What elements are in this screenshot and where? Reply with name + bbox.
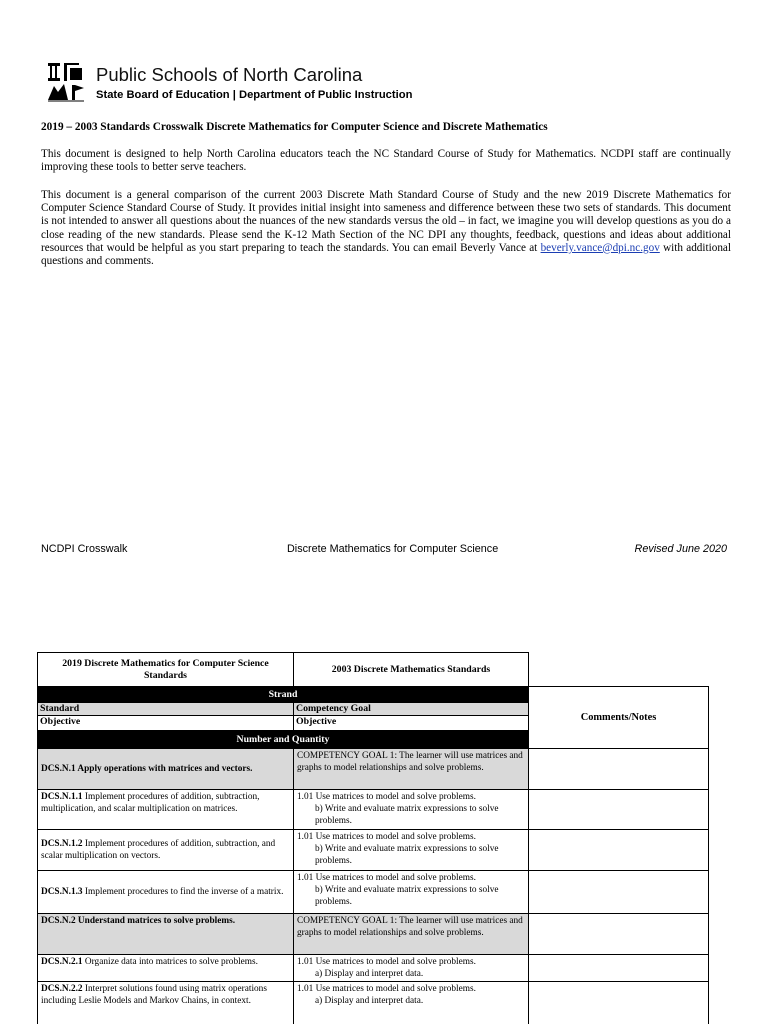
objective-2003-cell — [293, 829, 529, 871]
comments-cell — [528, 748, 709, 790]
section-band: Number and Quantity — [37, 730, 529, 749]
objective-2003-main: 1.01 Use matrices to model and solve problems. — [297, 957, 476, 967]
objective-code: DCS.N.2.2 — [41, 984, 83, 994]
objective-2003-main: 1.01 Use matrices to model and solve problems. — [297, 792, 476, 802]
objective-2003-sub: b) Write and evaluate matrix expressions to solve problems. — [315, 844, 499, 866]
objective-code: DCS.N.1.1 — [41, 792, 83, 802]
org-name: Public Schools of North Carolina — [96, 64, 363, 85]
table-row-n1-1 — [37, 789, 294, 830]
objective-code: DCS.N.1.2 — [41, 839, 83, 849]
col-2019-header: 2019 Discrete Mathematics for Computer Science Standards — [37, 652, 294, 687]
comments-cell — [528, 870, 709, 914]
comments-header: Comments/Notes — [528, 686, 709, 749]
objective-2003-main: 1.01 Use matrices to model and solve problems. — [297, 984, 476, 994]
table-row-standard-n1 — [37, 748, 294, 790]
objective-2003-cell — [293, 981, 529, 1024]
objective-2003-sub: a) Display and interpret data. — [315, 996, 424, 1006]
objective-2003-cell — [293, 954, 529, 982]
comments-cell — [528, 829, 709, 871]
objective-text: Implement procedures of addition, subtraction, and scalar multiplication on vectors. — [41, 839, 276, 861]
objective-text: Implement procedures to find the inverse of a matrix. — [82, 887, 284, 897]
objective-2003-main: 1.01 Use matrices to model and solve problems. — [297, 832, 476, 842]
org-subtitle: State Board of Education | Department of Public Instruction — [96, 89, 413, 101]
objective-2003-main: 1.01 Use matrices to model and solve problems. — [297, 873, 476, 883]
objective-code: DCS.N.1.3 — [41, 887, 83, 897]
standard-text: DCS.N.2 Understand matrices to solve problems. — [41, 916, 236, 926]
header-logo — [46, 58, 426, 106]
standard-text: DCS.N.1 Apply operations with matrices and vectors. — [41, 764, 253, 774]
table-row-n1-3 — [37, 870, 294, 914]
comments-cell — [528, 913, 709, 955]
crosswalk-table — [37, 652, 709, 1024]
email-link[interactable]: beverly.vance@dpi.nc.gov — [540, 241, 660, 254]
table-row-n1-2 — [37, 829, 294, 871]
footer-right: Revised June 2020 — [634, 543, 727, 555]
objective-2003-sub: b) Write and evaluate matrix expressions to solve problems. — [315, 804, 499, 826]
objective-label-2003: Objective — [293, 715, 529, 731]
objective-text: Interpret solutions found using matrix operations including Leslie Models and Markov Chains, in context. — [41, 984, 267, 1006]
objective-2003-cell — [293, 789, 529, 830]
document-title: 2019 – 2003 Standards Crosswalk Discrete Mathematics for Computer Science and Discrete Mathematics — [41, 121, 548, 133]
objective-2003-sub: b) Write and evaluate matrix expressions to solve problems. — [315, 885, 499, 907]
objective-2003-sub: a) Display and interpret data. — [315, 969, 424, 979]
comments-cell — [528, 789, 709, 830]
objective-2003-cell — [293, 870, 529, 914]
col-2003-header: 2003 Discrete Mathematics Standards — [293, 652, 529, 687]
competency-goal-cell: COMPETENCY GOAL 1: The learner will use matrices and graphs to model relationships and solve problems. — [293, 913, 529, 955]
objective-text: Implement procedures of addition, subtraction, multiplication, and scalar multiplication on matrices. — [41, 792, 260, 814]
comparison-text-end: with additional questions and comments. — [41, 241, 731, 268]
nc-logo-icon — [46, 60, 86, 102]
table-row-standard-n2 — [37, 913, 294, 955]
comparison-paragraph — [41, 189, 731, 268]
objective-label-2019: Objective — [37, 715, 294, 731]
table-row-n2-1 — [37, 954, 294, 982]
comments-cell — [528, 981, 709, 1024]
comments-cell — [528, 954, 709, 982]
competency-goal-label: Competency Goal — [293, 702, 529, 716]
objective-code: DCS.N.2.1 — [41, 957, 83, 967]
standard-label: Standard — [37, 702, 294, 716]
objective-text: Organize data into matrices to solve problems. — [82, 957, 258, 967]
footer-left: NCDPI Crosswalk — [41, 543, 128, 555]
table-row-n2-2 — [37, 981, 294, 1024]
strand-band: Strand — [37, 686, 529, 703]
competency-goal-cell: COMPETENCY GOAL 1: The learner will use matrices and graphs to model relationships and solve problems. — [293, 748, 529, 790]
footer-center: Discrete Mathematics for Computer Science — [287, 543, 499, 555]
intro-paragraph: This document is designed to help North Carolina educators teach the NC Standard Course of Study for Mathematics. NCDPI staff are continually improving these tools to better serve teachers. — [41, 148, 731, 174]
comparison-text: This document is a general comparison of the current 2003 Discrete Math Standard Course of Study and the new 2019 Discrete Mathematics for Computer Science Standard Course of Study. It provides initial insight into sameness and difference between these two sets of standards. This document is not intended to answer all questions about the nuances of the new standards versus the old – in fact, we imagine you will develop questions as you do a close reading of the new standards. Please send the K-12 Math Section of the NC DPI any thoughts, feedback, questions and ideas about additional resources that would be helpful as you start preparing to teach the standards. You can email Beverly Vance at — [41, 189, 731, 254]
